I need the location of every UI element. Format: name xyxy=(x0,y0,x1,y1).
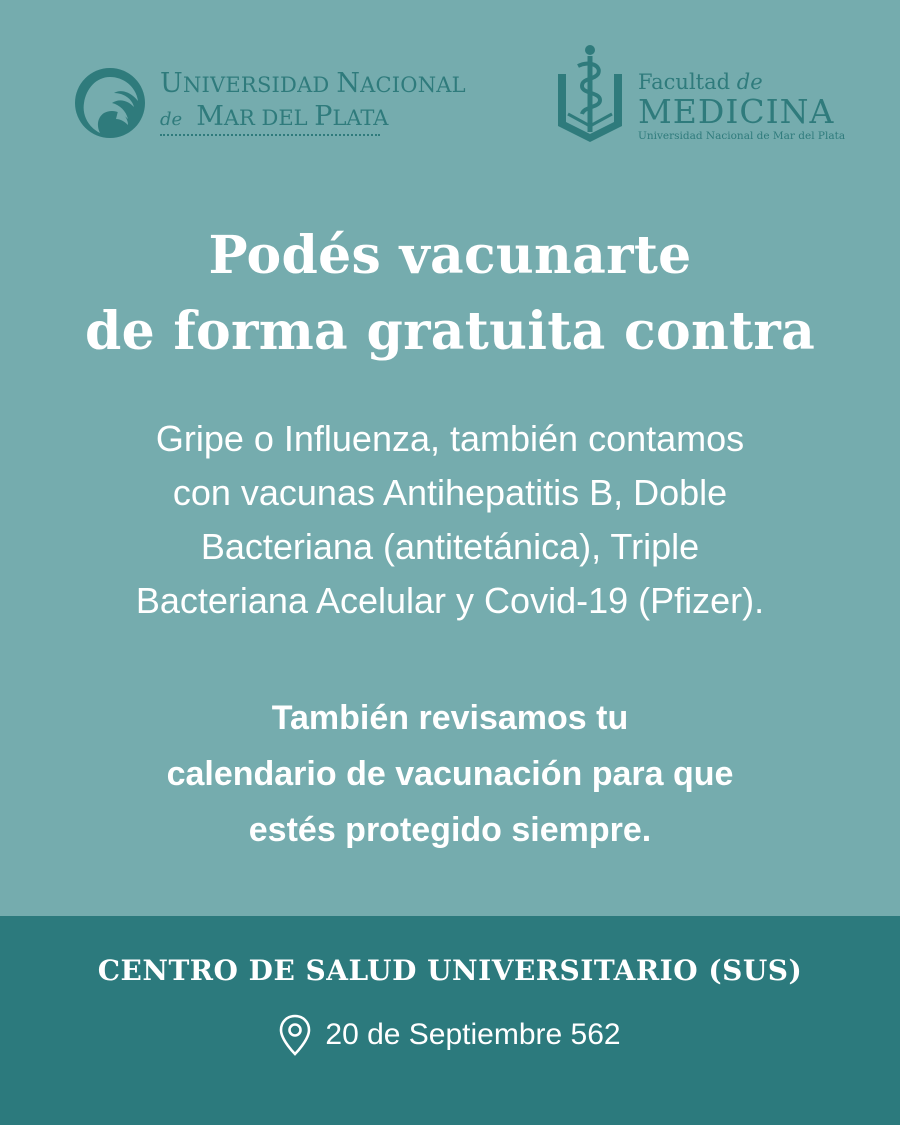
address-text: 20 de Septiembre 562 xyxy=(325,1018,621,1051)
medicina-wordmark xyxy=(638,70,845,142)
unmdp-name-line1: UNIVERSIDAD NACIONAL xyxy=(160,68,466,99)
body-line1: Gripe o Influenza, también contamos xyxy=(155,418,745,459)
medicina-university: Universidad Nacional de Mar del Plata xyxy=(638,130,846,142)
unmdp-logo xyxy=(74,64,464,144)
calendar-check-text xyxy=(0,690,900,858)
body-line3: Bacteriana (antitetánica), Triple xyxy=(200,526,700,567)
address-row xyxy=(0,1014,900,1056)
health-center-name: CENTRO DE SALUD UNIVERSITARIO (SUS) xyxy=(97,954,803,987)
highlight-line3: estés protegido siempre. xyxy=(248,811,652,849)
wave-circle-icon xyxy=(74,67,146,139)
body-line4: Bacteriana Acelular y Covid-19 (Pfizer). xyxy=(135,580,765,621)
vaccine-list-text xyxy=(0,412,900,628)
headline-line2: de forma gratuita contra xyxy=(84,301,816,362)
unmdp-name-line2: de MAR DEL PLATA xyxy=(160,101,389,132)
highlight-line1: También revisamos tu xyxy=(271,699,629,737)
medicina-facultad: Facultad de xyxy=(638,70,763,94)
medicina-logo xyxy=(554,44,844,148)
location-pin-icon xyxy=(279,1014,311,1056)
footer-band xyxy=(0,916,900,1125)
highlight-line2: calendario de vacunación para que xyxy=(166,755,734,793)
medicina-title: MEDICINA xyxy=(638,92,835,131)
unmdp-wordmark xyxy=(160,68,466,136)
headline xyxy=(0,218,900,370)
staff-book-icon xyxy=(554,44,626,148)
unmdp-dotted-rule xyxy=(160,134,380,136)
body-line2: con vacunas Antihepatitis B, Doble xyxy=(172,472,728,513)
headline-line1: Podés vacunarte xyxy=(208,225,692,286)
